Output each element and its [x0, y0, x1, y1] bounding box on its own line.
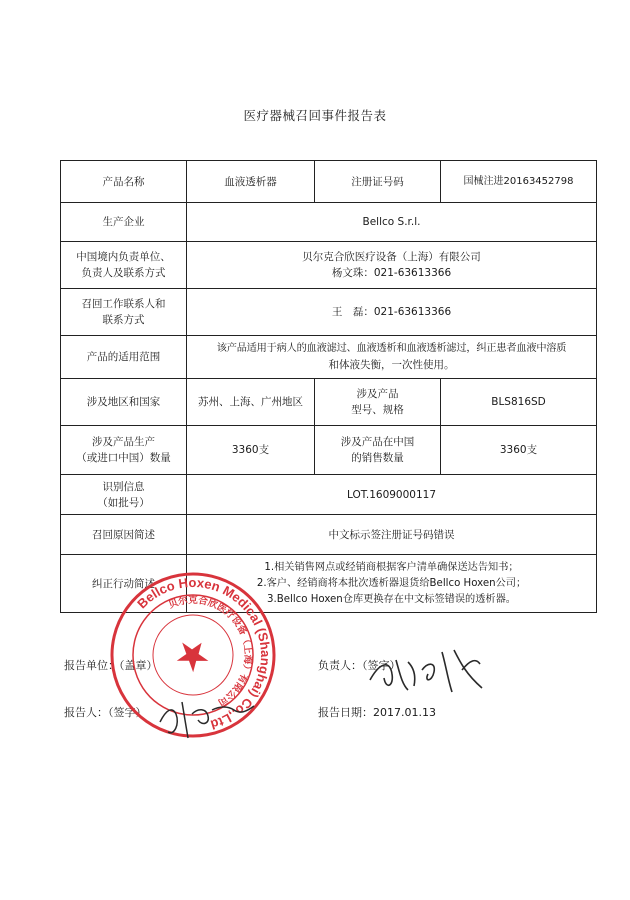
row-region	[61, 379, 597, 426]
qty-value: 3360支	[187, 426, 315, 475]
manufacturer-label: 生产企业	[61, 203, 187, 242]
reason-value: 中文标示签注册证号码错误	[187, 515, 597, 555]
sales-label-line-1: 涉及产品在中国	[340, 436, 415, 448]
row-contact	[61, 289, 597, 336]
usage-line-2: 和体液失衡，一次性使用。	[328, 359, 455, 371]
id-label-line-2: （如批号）	[97, 496, 150, 509]
manufacturer-value: Bellco S.r.l.	[187, 203, 597, 242]
row-product	[61, 161, 597, 203]
id-label	[61, 475, 187, 515]
seal-outer-text: Bellco Hoxen Medical (Shanghai) Co.,Ltd	[134, 574, 274, 733]
qty-label-line-1: 涉及产品生产	[92, 436, 155, 448]
contact-value: 王 磊：021-63613366	[187, 289, 597, 336]
model-label-line-1: 涉及产品	[356, 388, 399, 400]
usage-line-1: 该产品适用于病人的血液滤过、血液透析和血液透析滤过，纠正患者血液中溶质	[216, 343, 567, 354]
row-usage	[61, 336, 597, 379]
agent-label	[61, 242, 187, 289]
id-label-line-1: 识别信息	[102, 480, 145, 493]
row-quantity	[61, 426, 597, 475]
report-unit-label: 报告单位：（盖章）	[64, 659, 158, 672]
model-label	[315, 379, 441, 426]
agent-label-line-1: 中国境内负责单位、	[76, 251, 171, 263]
report-date: 报告日期：2017.01.13	[318, 706, 436, 719]
region-label: 涉及地区和国家	[61, 379, 187, 426]
seal-inner-text: 贝尔克合欣医疗设备（上海）有限公司	[167, 594, 254, 708]
product-name-value: 血液透析器	[187, 161, 315, 203]
qty-label	[61, 426, 187, 475]
action-line-1: 1.相关销售网点或经销商根据客户清单确保送达告知书；	[264, 561, 519, 573]
action-label: 纠正行动简述	[61, 555, 187, 613]
row-manufacturer	[61, 203, 597, 242]
reg-no-value: 国械注进20163452798	[441, 161, 597, 203]
action-line-3: 3.Bellco Hoxen仓库更换存在中文标签错误的透析器。	[267, 593, 516, 605]
responsible-signature	[362, 640, 492, 702]
agent-value	[187, 242, 597, 289]
reporter-label: 报告人：（签字）	[64, 706, 147, 719]
contact-label	[61, 289, 187, 336]
row-reason	[61, 515, 597, 555]
report-form-table	[60, 160, 597, 613]
region-value: 苏州、上海、广州地区	[187, 379, 315, 426]
agent-company: 贝尔克合欣医疗设备（上海）有限公司	[302, 251, 481, 263]
usage-value	[187, 336, 597, 379]
contact-label-line-2: 联系方式	[102, 314, 145, 326]
product-name-label: 产品名称	[61, 161, 187, 203]
model-label-line-2: 型号、规格	[351, 404, 404, 416]
reporter-signature	[150, 692, 260, 740]
row-agent	[61, 242, 597, 289]
reason-label: 召回原因简述	[61, 515, 187, 555]
qty-label-line-2: （或进口中国）数量	[76, 452, 171, 464]
agent-contact: 杨文珠：021-63613366	[331, 267, 452, 279]
action-line-2: 2.客户、经销商将本批次透析器退货给Bellco Hoxen公司；	[256, 577, 527, 589]
responsible-label: 负责人：（签字）	[318, 659, 401, 672]
agent-label-line-2: 负责人及联系方式	[81, 267, 166, 279]
id-value: LOT.1609000117	[187, 475, 597, 515]
seal-star-icon	[172, 634, 215, 676]
sales-label-line-2: 的销售数量	[351, 452, 404, 464]
sales-value: 3360支	[441, 426, 597, 475]
contact-label-line-1: 召回工作联系人和	[81, 298, 166, 310]
usage-label: 产品的适用范围	[61, 336, 187, 379]
row-identification	[61, 475, 597, 515]
model-value: BLS816SD	[441, 379, 597, 426]
document-title: 医疗器械召回事件报告表	[243, 108, 387, 123]
sales-label	[315, 426, 441, 475]
reg-no-label: 注册证号码	[315, 161, 441, 203]
